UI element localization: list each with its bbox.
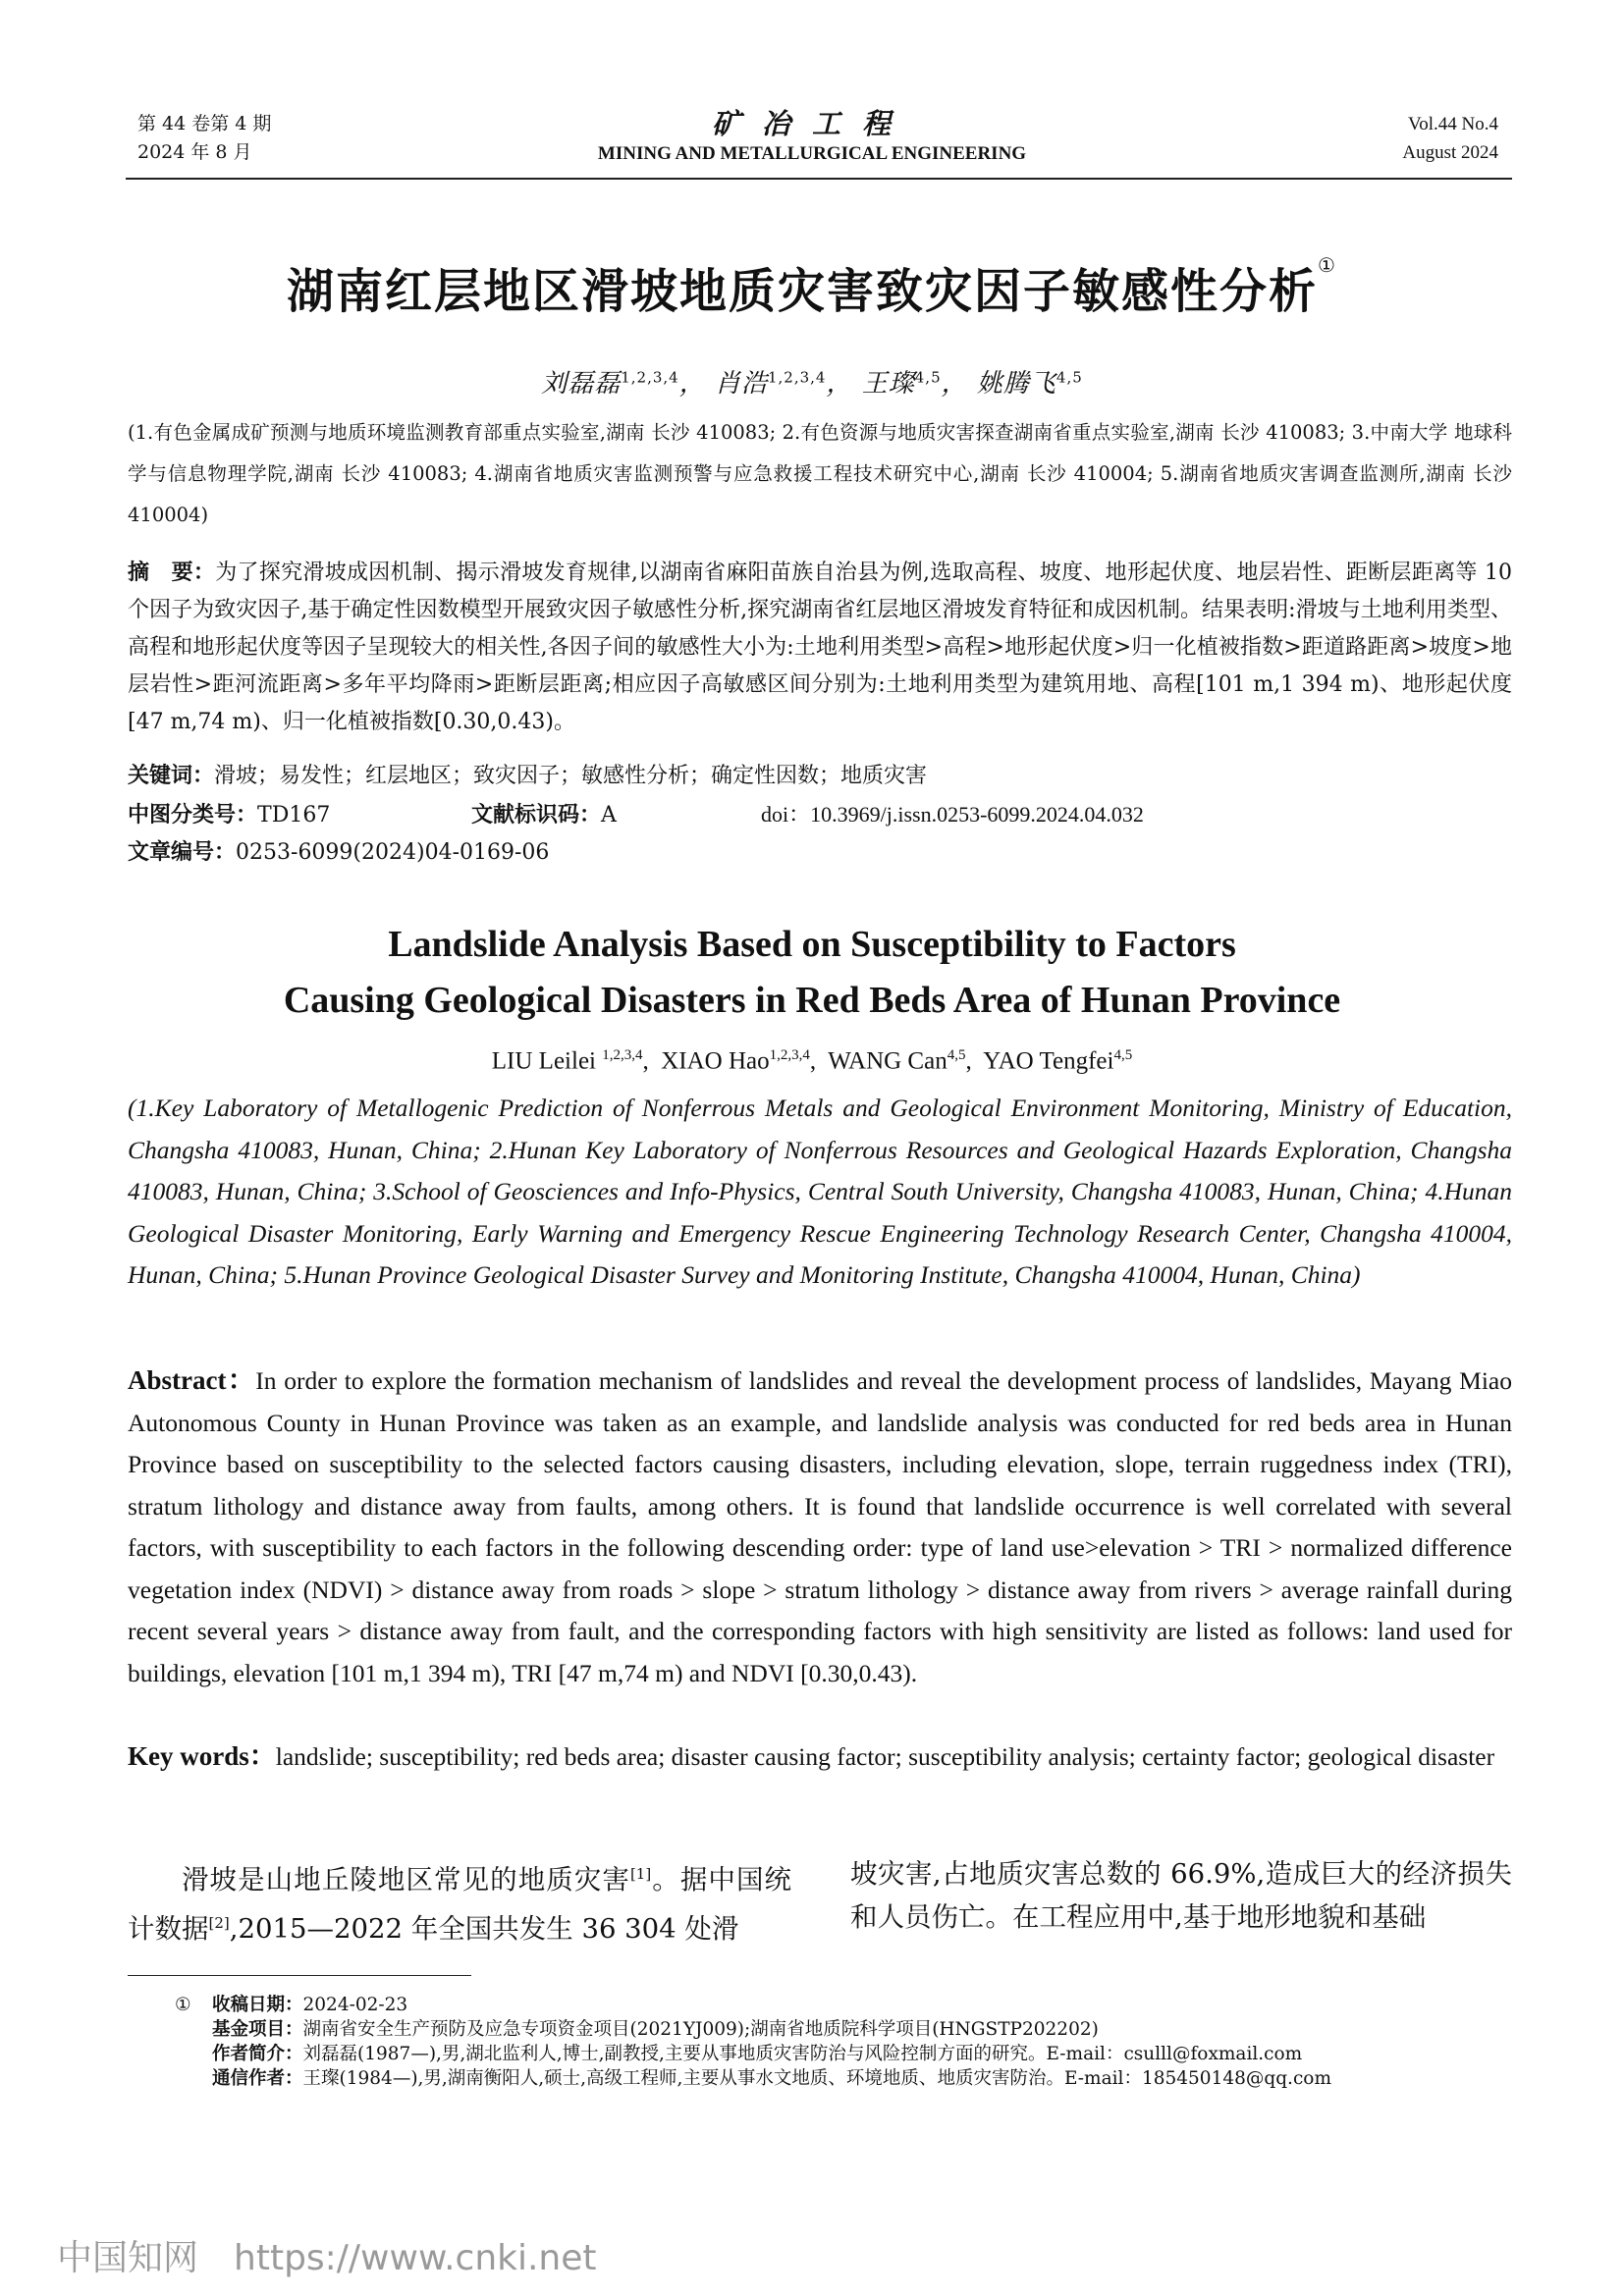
cnki-watermark (57, 2230, 597, 2280)
citation-ref[interactable]: [1] (629, 1865, 652, 1883)
abstract-text-en: In order to explore the formation mechanism of landslides and reveal the development process of landslides, Mayang Miao Autonomous County in Hunan Province was taken as an example, and landslide analysis was conducted for red beds area in Hunan Province based on susceptibility to the selected factors causing disasters, including elevation, slope, terrain ruggedness index (TRI), stratum lithology and distance away from faults, among others. It is found that landslide occurrence is well correlated with several factors, with susceptibility to each factors in the following descending order: type of land use>elevation > TRI > normalized difference vegetation index (NDVI) > distance away from roads > slope > stratum lithology > distance away from rivers > average rainfall during recent several years > distance away from fault, and the corresponding factors with high sensitivity are listed as follows: land used for buildings, elevation [101 m,1 394 m), TRI [47 m,74 m) and NDVI [0.30,0.43). (128, 1366, 1512, 1687)
header-rule (126, 178, 1512, 180)
doc-code-value: A (601, 803, 617, 828)
journal-name-cn: 矿冶工程 (711, 107, 912, 140)
clc-label: 中图分类号： (128, 803, 258, 828)
footnote-label: 通信作者： (212, 2068, 303, 2089)
author-cn: 姚腾飞 (976, 369, 1056, 399)
title-en-line: Causing Geological Disasters in Red Beds Area of Hunan Province (283, 980, 1341, 1021)
author-en: LIU Leilei (491, 1047, 596, 1075)
author-affil-sup: 4,5 (914, 368, 942, 387)
footnote-label: 收稿日期： (212, 1995, 303, 2015)
title-cn-text: 湖南红层地区滑坡地质灾害致灾因子敏感性分析 (287, 264, 1319, 319)
classification-line (128, 796, 1522, 834)
keywords-cn (128, 758, 1512, 795)
footnote-author (128, 2042, 1512, 2066)
body-text: 滑坡是山地丘陵地区常见的地质灾害 (182, 1864, 630, 1896)
citation-ref[interactable]: [2] (208, 1914, 230, 1933)
doi-link[interactable]: doi：10.3969/j.issn.0253-6099.2024.04.032 (761, 802, 1144, 827)
footnote-label: 作者简介： (212, 2044, 303, 2064)
footnote-mark: ① (175, 1995, 191, 2015)
watermark-url[interactable]: https://www.cnki.net (234, 2238, 597, 2278)
footnote-fund (128, 2017, 1512, 2042)
body-column-right: 坡灾害,占地质灾害总数的 66.9%,造成巨大的经济损失和人员伤亡。在工程应用中,基于地形地貌和基础 (850, 1858, 1512, 1933)
author-en: WANG Can (828, 1047, 947, 1075)
author-en: XIAO Hao (661, 1047, 770, 1075)
header-vol-en: Vol.44 No.4 (1407, 114, 1498, 134)
paper-title-cn (0, 253, 1624, 321)
affiliations-cn: (1.有色金属成矿预测与地质环境监测教育部重点实验室,湖南 长沙 410083; 2.有色资源与地质灾害探查湖南省重点实验室,湖南 长沙 410083; 3.中南大学 地球科学与信息物理学院,湖南 长沙 410083; 4.湖南省地质灾害监测预警与应急救援工程技术研究中心,湖南 长沙 410004; 5.湖南省地质灾害调查监测所,湖南 长沙 410004) (128, 421, 1512, 526)
article-no-value: 0253-6099(2024)04-0169-06 (236, 840, 550, 865)
author-cn: 王璨 (861, 369, 915, 399)
author-cn: 刘磊磊 (541, 369, 622, 399)
author-affil-sup: 4,5 (1056, 368, 1083, 387)
footnote-rule (128, 1975, 471, 1976)
article-no-label: 文章编号： (128, 840, 237, 865)
journal-name-en: MINING AND METALLURGICAL ENGINEERING (597, 143, 1027, 164)
author-en: YAO Tengfei (983, 1047, 1114, 1075)
keywords-text-cn: 滑坡；易发性；红层地区；致灾因子；敏感性分析；确定性因数；地质灾害 (214, 764, 928, 788)
author-cn: 肖浩 (714, 369, 768, 399)
header-volume-en (1402, 110, 1498, 167)
author-list-en: LIU Leilei $^{1,2,3,4}$, XIAO Hao$^{1,2,3,4}$, WANG Can$^{4,5}$, YAO Tengfei$^{4,5}$ (491, 1047, 1133, 1075)
title-en-line: Landslide Analysis Based on Susceptibility to Factors (388, 924, 1236, 965)
watermark-name: 中国知网 (57, 2238, 199, 2278)
keywords-label-cn: 关键词： (128, 764, 215, 788)
author-affil-sup: 1,2,3,4 (621, 368, 679, 387)
abstract-cn (128, 555, 1512, 741)
header-date-en: August 2024 (1402, 142, 1498, 163)
footnote-text: 刘磊磊(1987—),男,湖北监利人,博士,副教授,主要从事地质灾害防治与风险控制方面的研究。E-mail：csulll@foxmail.com (302, 2044, 1303, 2064)
header-vol-cn: 第 44 卷第 4 期 (137, 113, 272, 134)
author-affil-sup: 4,5 (1113, 1047, 1133, 1063)
footnotes (128, 1993, 1512, 2091)
author-affil-sup: 1,2,3,4 (769, 1047, 810, 1063)
author-affil-sup: 1,2,3,4 (768, 368, 827, 387)
body-column-left (128, 1852, 791, 1950)
author-list-cn: 刘磊磊$^{1,2,3,4}$， 肖浩$^{1,2,3,4}$， 王璨$^{4,5}$， 姚腾飞$^{4,5}$ (541, 368, 1083, 399)
author-affil-sup: 4,5 (947, 1047, 966, 1063)
affiliations-en: (1.Key Laboratory of Metallogenic Prediction of Nonferrous Metals and Geological Environment Monitoring, Ministry of Education, Changsha 410083, Hunan, China; 2.Hunan Key Laboratory of Nonferrous Resources and Geological Hazards Exploration, Changsha 410083, Hunan, China; 3.School of Geosciences and Info-Physics, Central South University, Changsha 410083, Hunan, China; 4.Hunan Geological Disaster Monitoring, Early Warning and Emergency Rescue Engineering Technology Research Center, Changsha 410004, Hunan, China; 5.Hunan Province Geological Disaster Survey and Monitoring Institute, Changsha 410004, Hunan, China) (128, 1094, 1512, 1289)
footnote-corresponding (128, 2066, 1512, 2091)
header-date-cn: 2024 年 8 月 (137, 141, 252, 163)
body-text: ,2015—2022 年全国共发生 36 304 处滑 (229, 1913, 739, 1946)
body-text: 。据中国统计数据 (128, 1864, 792, 1946)
journal-masthead (0, 106, 1624, 167)
article-number (128, 834, 549, 872)
paper-title-en (0, 917, 1624, 1029)
keywords-label-en: Key words： (128, 1741, 276, 1771)
abstract-text-cn: 为了探究滑坡成因机制、揭示滑坡发育规律,以湖南省麻阳苗族自治县为例,选取高程、坡度、地形起伏度、地层岩性、距断层距离等 10 个因子为致灾因子,基于确定性因数模型开展致灾因子敏感性分析,探究湖南省红层地区滑坡发育特征和成因机制。结果表明:滑坡与土地利用类型、高程和地形起伏度等因子呈现较大的相关性,各因子间的敏感性大小为:土地利用类型>高程>地形起伏度>归一化植被指数>距道路距离>坡度>地层岩性>距河流距离>多年平均降雨>距断层距离;相应因子高敏感区间分别为:土地利用类型为建筑用地、高程[101 m,1 394 m)、地形起伏度[47 m,74 m)、归一化植被指数[0.30,0.43)。 (128, 561, 1512, 734)
abstract-label-cn: 摘 要： (128, 561, 216, 585)
footnote-received (128, 1993, 1512, 2017)
footnote-text: 2024-02-23 (302, 1995, 408, 2015)
keywords-text-en: landslide; susceptibility; red beds area; disaster causing factor; susceptibility analysis; certainty factor; geological disaster (275, 1742, 1495, 1771)
title-footnote-mark: ① (1318, 253, 1337, 277)
footnote-text: 王璨(1984—),男,湖南衡阳人,硕士,高级工程师,主要从事水文地质、环境地质、地质灾害防治。E-mail：185450148@qq.com (302, 2068, 1331, 2089)
doc-code-label: 文献标识码： (471, 803, 602, 828)
clc-value: TD167 (257, 803, 331, 828)
abstract-en (128, 1360, 1512, 1694)
author-affil-sup: 1,2,3,4 (602, 1047, 643, 1063)
footnote-text: 湖南省安全生产预防及应急专项资金项目(2021YJ009);湖南省地质院科学项目(HNGSTP202202) (302, 2019, 1099, 2040)
footnote-label: 基金项目： (212, 2019, 303, 2040)
keywords-en (128, 1735, 1512, 1779)
abstract-label-en: Abstract： (128, 1365, 256, 1395)
